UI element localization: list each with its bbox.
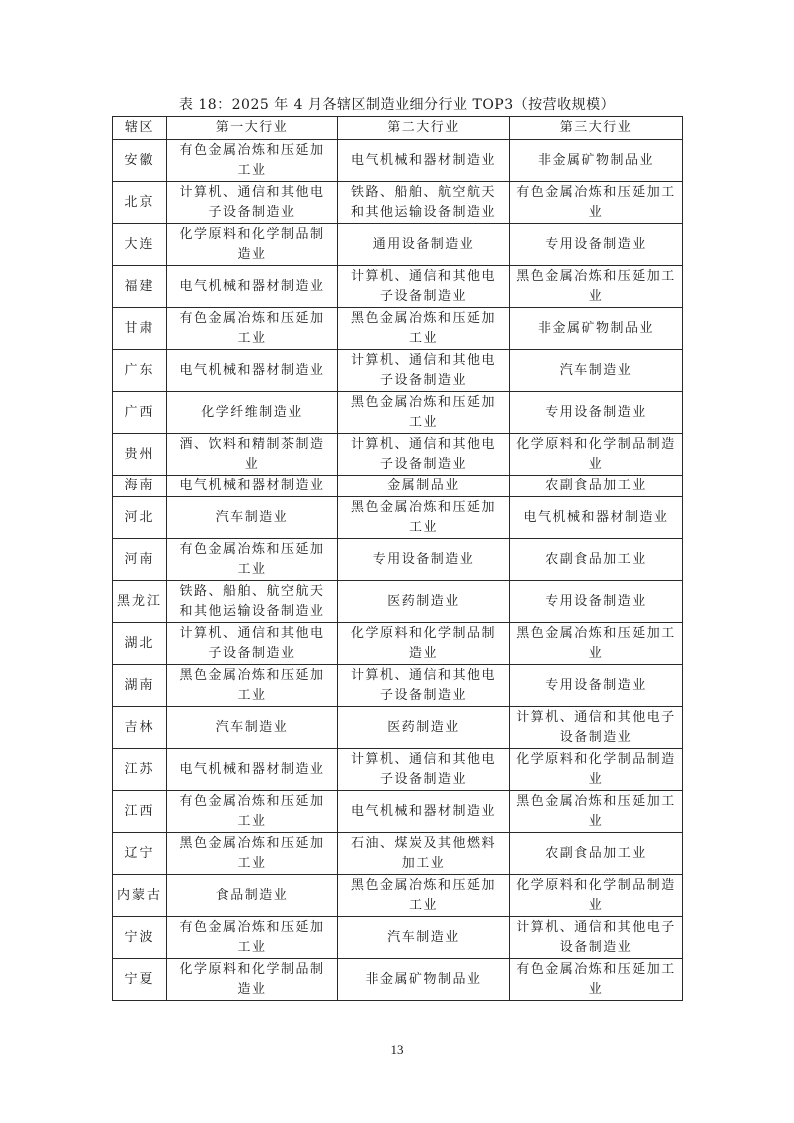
header-third-industry: 第三大行业	[510, 117, 683, 140]
table-row	[113, 140, 683, 182]
region-cell: 吉林	[113, 707, 167, 749]
third-industry-cell: 农副食品加工业	[510, 476, 683, 497]
third-industry-cell: 化学原料和化学制品制造业	[510, 749, 683, 791]
second-industry-cell: 计算机、通信和其他电子设备制造业	[338, 266, 510, 308]
table-row	[113, 875, 683, 917]
region-cell: 宁波	[113, 917, 167, 959]
table-row	[113, 434, 683, 476]
first-industry-cell: 化学原料和化学制品制造业	[167, 959, 338, 1001]
region-cell: 安徽	[113, 140, 167, 182]
second-industry-cell: 专用设备制造业	[338, 539, 510, 581]
second-industry-cell: 计算机、通信和其他电子设备制造业	[338, 665, 510, 707]
header-second-industry: 第二大行业	[338, 117, 510, 140]
region-cell: 福建	[113, 266, 167, 308]
second-industry-cell: 计算机、通信和其他电子设备制造业	[338, 749, 510, 791]
region-cell: 宁夏	[113, 959, 167, 1001]
third-industry-cell: 非金属矿物制品业	[510, 140, 683, 182]
first-industry-cell: 汽车制造业	[167, 497, 338, 539]
table-row	[113, 581, 683, 623]
second-industry-cell: 石油、煤炭及其他燃料加工业	[338, 833, 510, 875]
region-cell: 贵州	[113, 434, 167, 476]
first-industry-cell: 黑色金属冶炼和压延加工业	[167, 833, 338, 875]
second-industry-cell: 非金属矿物制品业	[338, 959, 510, 1001]
second-industry-cell: 通用设备制造业	[338, 224, 510, 266]
third-industry-cell: 农副食品加工业	[510, 833, 683, 875]
first-industry-cell: 电气机械和器材制造业	[167, 749, 338, 791]
second-industry-cell: 电气机械和器材制造业	[338, 140, 510, 182]
table-row	[113, 539, 683, 581]
table-row	[113, 182, 683, 224]
first-industry-cell: 有色金属冶炼和压延加工业	[167, 140, 338, 182]
region-cell: 河南	[113, 539, 167, 581]
third-industry-cell: 汽车制造业	[510, 350, 683, 392]
table-caption: 表 18：2025 年 4 月各辖区制造业细分行业 TOP3（按营收规模）	[178, 97, 616, 113]
third-industry-cell: 专用设备制造业	[510, 224, 683, 266]
first-industry-cell: 电气机械和器材制造业	[167, 266, 338, 308]
region-cell: 北京	[113, 182, 167, 224]
header-region: 辖区	[113, 117, 167, 140]
table-row	[113, 833, 683, 875]
region-cell: 湖南	[113, 665, 167, 707]
second-industry-cell: 汽车制造业	[338, 917, 510, 959]
first-industry-cell: 有色金属冶炼和压延加工业	[167, 308, 338, 350]
region-cell: 甘肃	[113, 308, 167, 350]
region-cell: 大连	[113, 224, 167, 266]
table-row	[113, 224, 683, 266]
table-row	[113, 791, 683, 833]
first-industry-cell: 化学原料和化学制品制造业	[167, 224, 338, 266]
third-industry-cell: 有色金属冶炼和压延加工业	[510, 959, 683, 1001]
second-industry-cell: 黑色金属冶炼和压延加工业	[338, 308, 510, 350]
second-industry-cell: 计算机、通信和其他电子设备制造业	[338, 434, 510, 476]
first-industry-cell: 电气机械和器材制造业	[167, 350, 338, 392]
third-industry-cell: 化学原料和化学制品制造业	[510, 434, 683, 476]
first-industry-cell: 计算机、通信和其他电子设备制造业	[167, 623, 338, 665]
industry-top3-table	[112, 116, 683, 1001]
table-row	[113, 497, 683, 539]
table-row	[113, 623, 683, 665]
third-industry-cell: 化学原料和化学制品制造业	[510, 875, 683, 917]
first-industry-cell: 食品制造业	[167, 875, 338, 917]
third-industry-cell: 专用设备制造业	[510, 392, 683, 434]
region-cell: 广东	[113, 350, 167, 392]
second-industry-cell: 金属制品业	[338, 476, 510, 497]
table-row	[113, 665, 683, 707]
table-row	[113, 959, 683, 1001]
second-industry-cell: 医药制造业	[338, 581, 510, 623]
header-first-industry: 第一大行业	[167, 117, 338, 140]
table-body	[113, 140, 683, 1001]
first-industry-cell: 有色金属冶炼和压延加工业	[167, 539, 338, 581]
table-row	[113, 707, 683, 749]
table-row	[113, 749, 683, 791]
third-industry-cell: 计算机、通信和其他电子设备制造业	[510, 707, 683, 749]
first-industry-cell: 酒、饮料和精制茶制造业	[167, 434, 338, 476]
second-industry-cell: 电气机械和器材制造业	[338, 791, 510, 833]
third-industry-cell: 计算机、通信和其他电子设备制造业	[510, 917, 683, 959]
third-industry-cell: 有色金属冶炼和压延加工业	[510, 182, 683, 224]
region-cell: 湖北	[113, 623, 167, 665]
third-industry-cell: 非金属矿物制品业	[510, 308, 683, 350]
third-industry-cell: 农副食品加工业	[510, 539, 683, 581]
region-cell: 海南	[113, 476, 167, 497]
region-cell: 内蒙古	[113, 875, 167, 917]
region-cell: 江苏	[113, 749, 167, 791]
third-industry-cell: 黑色金属冶炼和压延加工业	[510, 791, 683, 833]
first-industry-cell: 铁路、船舶、航空航天和其他运输设备制造业	[167, 581, 338, 623]
second-industry-cell: 铁路、船舶、航空航天和其他运输设备制造业	[338, 182, 510, 224]
third-industry-cell: 专用设备制造业	[510, 665, 683, 707]
region-cell: 辽宁	[113, 833, 167, 875]
table-row	[113, 392, 683, 434]
table-row	[113, 308, 683, 350]
first-industry-cell: 汽车制造业	[167, 707, 338, 749]
third-industry-cell: 专用设备制造业	[510, 581, 683, 623]
first-industry-cell: 电气机械和器材制造业	[167, 476, 338, 497]
region-cell: 江西	[113, 791, 167, 833]
table-row	[113, 476, 683, 497]
table-row	[113, 917, 683, 959]
second-industry-cell: 医药制造业	[338, 707, 510, 749]
third-industry-cell: 黑色金属冶炼和压延加工业	[510, 623, 683, 665]
first-industry-cell: 有色金属冶炼和压延加工业	[167, 791, 338, 833]
first-industry-cell: 黑色金属冶炼和压延加工业	[167, 665, 338, 707]
second-industry-cell: 黑色金属冶炼和压延加工业	[338, 392, 510, 434]
page-number: 13	[390, 1042, 404, 1057]
first-industry-cell: 化学纤维制造业	[167, 392, 338, 434]
table-header-row	[113, 117, 683, 140]
region-cell: 黑龙江	[113, 581, 167, 623]
table-row	[113, 350, 683, 392]
region-cell: 河北	[113, 497, 167, 539]
region-cell: 广西	[113, 392, 167, 434]
third-industry-cell: 黑色金属冶炼和压延加工业	[510, 266, 683, 308]
first-industry-cell: 有色金属冶炼和压延加工业	[167, 917, 338, 959]
second-industry-cell: 化学原料和化学制品制造业	[338, 623, 510, 665]
second-industry-cell: 黑色金属冶炼和压延加工业	[338, 497, 510, 539]
first-industry-cell: 计算机、通信和其他电子设备制造业	[167, 182, 338, 224]
table-row	[113, 266, 683, 308]
second-industry-cell: 黑色金属冶炼和压延加工业	[338, 875, 510, 917]
second-industry-cell: 计算机、通信和其他电子设备制造业	[338, 350, 510, 392]
third-industry-cell: 电气机械和器材制造业	[510, 497, 683, 539]
